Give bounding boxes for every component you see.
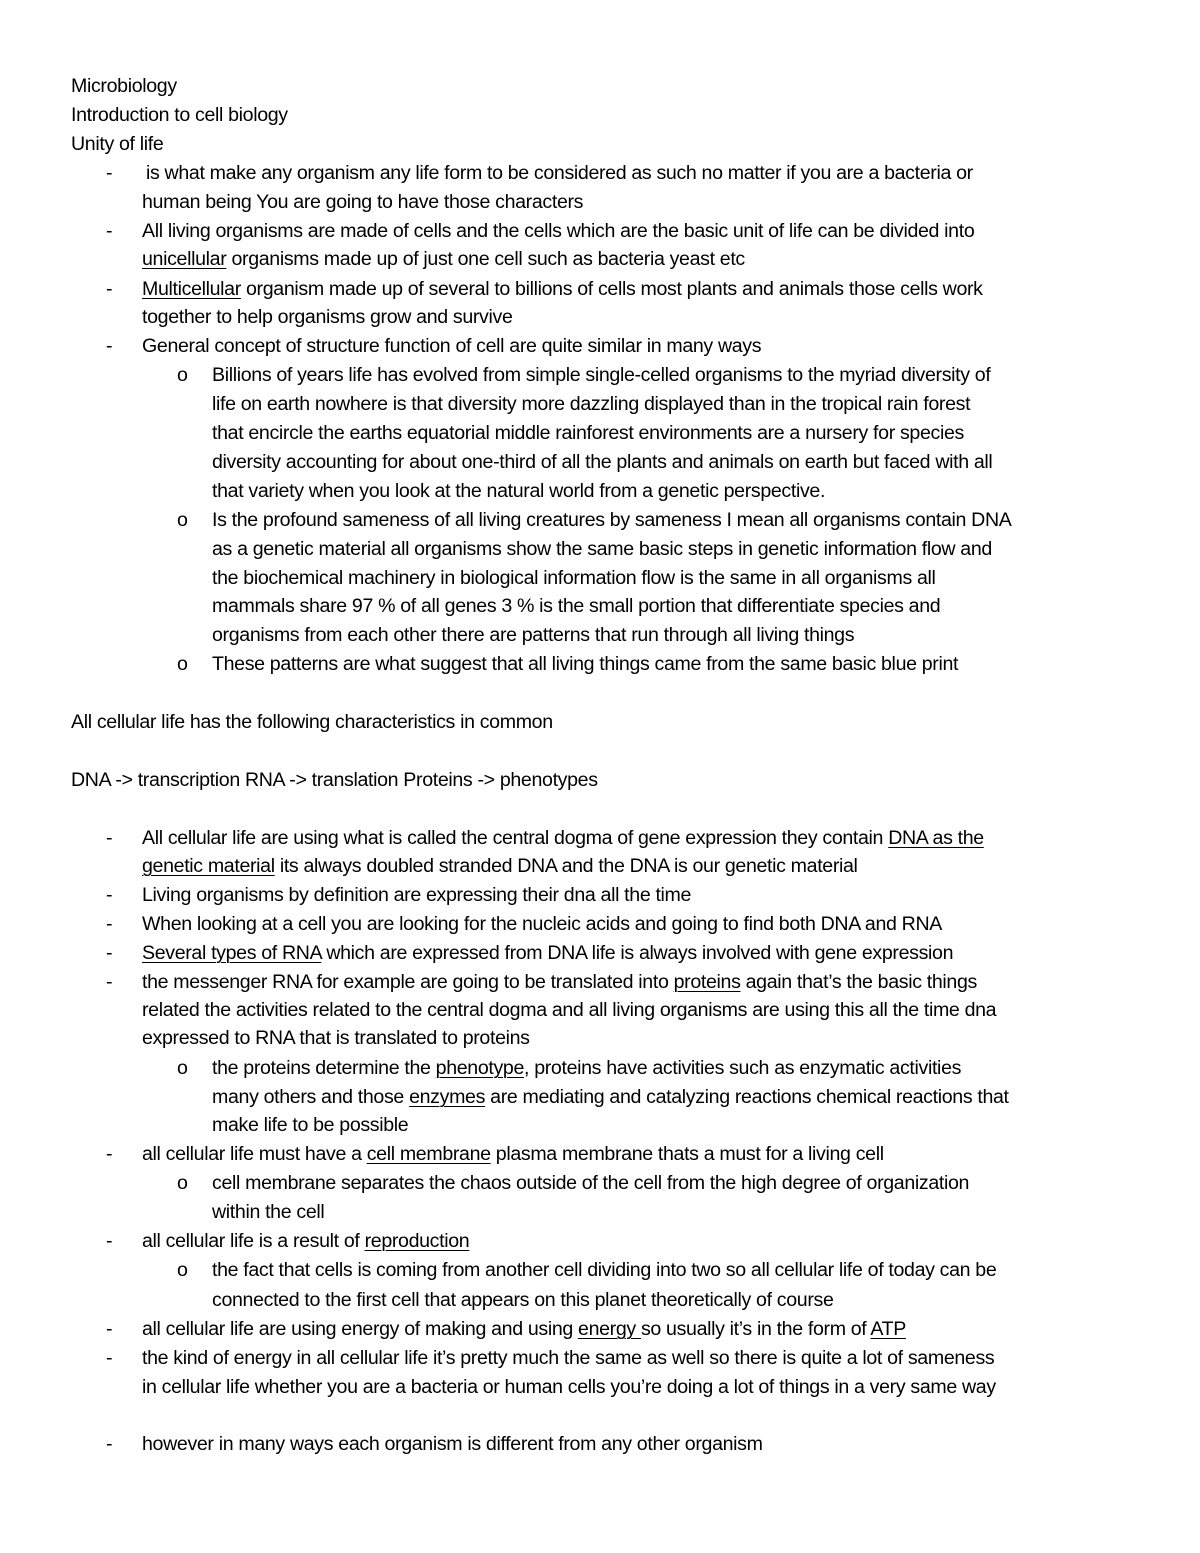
- dash-bullet: -: [106, 1230, 113, 1252]
- dash-bullet: -: [106, 827, 113, 849]
- bullet-text: All living organisms are made of cells and the cells which are the basic unit of life can be divided into: [142, 220, 975, 242]
- sub-bullet-text: the fact that cells is coming from another cell dividing into two so all cellular life of today can be: [212, 1259, 997, 1281]
- dash-bullet: -: [106, 1318, 113, 1340]
- sub-bullet-text: make life to be possible: [212, 1114, 409, 1136]
- underlined-term: Several types of RNA: [142, 942, 322, 964]
- text-run: are mediating and catalyzing reactions chemical reactions that: [485, 1086, 1009, 1108]
- sub-bullet-text: organisms from each other there are patterns that run through all living things: [212, 624, 855, 646]
- bullet-text: expressed to RNA that is translated to proteins: [142, 1027, 530, 1049]
- bullet-text-line: [142, 970, 977, 994]
- sub-bullet-text: that encircle the earths equatorial middle rainforest environments are a nursery for species: [212, 422, 964, 444]
- dash-bullet: -: [106, 971, 113, 993]
- bullet-text: together to help organisms grow and survive: [142, 306, 513, 328]
- sub-bullet-text: Is the profound sameness of all living creatures by sameness I mean all organisms contain DNA: [212, 509, 1012, 531]
- bullet-text-line: [142, 277, 983, 301]
- dash-bullet: -: [106, 913, 113, 935]
- text-run: all cellular life are using energy of making and using: [142, 1318, 579, 1340]
- bullet-text: however in many ways each organism is different from any other organism: [142, 1433, 763, 1455]
- text-run: all cellular life must have a: [142, 1143, 367, 1165]
- sub-bullet-text-line: [212, 1085, 1009, 1109]
- underlined-term: energy: [578, 1318, 641, 1340]
- circle-bullet: o: [177, 364, 188, 386]
- text-run: organisms made up of just one cell such as bacteria yeast etc: [226, 248, 745, 270]
- text-run: the messenger RNA for example are going to be translated into: [142, 971, 674, 993]
- doc-title: Microbiology: [71, 75, 177, 97]
- text-run: which are expressed from DNA life is always involved with gene expression: [321, 942, 954, 964]
- dash-bullet: -: [106, 1433, 113, 1455]
- sub-bullet-text: life on earth nowhere is that diversity more dazzling displayed than in the tropical rain forest: [212, 393, 971, 415]
- circle-bullet: o: [177, 1172, 188, 1194]
- bullet-text-line: [142, 854, 858, 878]
- text-run: so usually it’s in the form of: [640, 1318, 871, 1340]
- dash-bullet: -: [106, 278, 113, 300]
- sub-bullet-text: mammals share 97 % of all genes 3 % is the small portion that differentiate species and: [212, 595, 941, 617]
- sub-bullet-text: the biochemical machinery in biological information flow is the same in all organisms all: [212, 567, 936, 589]
- underlined-term: DNA as the: [888, 827, 984, 849]
- text-run: , proteins have activities such as enzymatic activities: [524, 1057, 962, 1079]
- bullet-text: the kind of energy in all cellular life it’s pretty much the same as well so there is quite a lot of sameness: [142, 1347, 995, 1369]
- bullet-text: human being You are going to have those characters: [142, 191, 584, 213]
- underlined-term: reproduction: [364, 1230, 470, 1252]
- text-run: All cellular life are using what is called the central dogma of gene expression they contain: [142, 827, 889, 849]
- text-run: again that’s the basic things: [740, 971, 977, 993]
- text-run: many others and those: [212, 1086, 410, 1108]
- text-run: the proteins determine the: [212, 1057, 436, 1079]
- bullet-text-line: [142, 826, 984, 850]
- dash-bullet: -: [106, 162, 113, 184]
- underlined-term: cell membrane: [366, 1143, 491, 1165]
- dash-bullet: -: [106, 335, 113, 357]
- bullet-text-line: [142, 247, 745, 271]
- text-run: plasma membrane thats a must for a living cell: [490, 1143, 884, 1165]
- circle-bullet: o: [177, 653, 188, 675]
- section-heading-unity: Unity of life: [71, 133, 164, 155]
- sub-bullet-text: These patterns are what suggest that all living things came from the same basic blue print: [212, 653, 959, 675]
- underlined-term: unicellular: [142, 248, 227, 270]
- underlined-term: proteins: [673, 971, 741, 993]
- sub-bullet-text-line: [212, 1056, 961, 1080]
- sub-bullet-text: Billions of years life has evolved from simple single-celled organisms to the myriad diversity of: [212, 364, 991, 386]
- sub-bullet-text: as a genetic material all organisms show the same basic steps in genetic information flow and: [212, 538, 992, 560]
- text-run: all cellular life is a result of: [142, 1230, 365, 1252]
- bullet-text-line: [142, 941, 953, 965]
- sub-bullet-text: connected to the first cell that appears on this planet theoretically of course: [212, 1289, 834, 1311]
- dash-bullet: -: [106, 220, 113, 242]
- sub-bullet-text: that variety when you look at the natural world from a genetic perspective.: [212, 480, 826, 502]
- text-run: organism made up of several to billions of cells most plants and animals those cells work: [240, 278, 983, 300]
- bullet-text: General concept of structure function of cell are quite similar in many ways: [142, 335, 762, 357]
- bullet-text-line: [142, 1317, 906, 1341]
- underlined-term: phenotype: [435, 1057, 525, 1079]
- characteristics-heading: All cellular life has the following characteristics in common: [71, 711, 553, 733]
- bullet-text: Living organisms by definition are expressing their dna all the time: [142, 884, 692, 906]
- central-dogma-line: DNA -> transcription RNA -> translation Proteins -> phenotypes: [71, 769, 598, 791]
- sub-bullet-text: cell membrane separates the chaos outside of the cell from the high degree of organization: [212, 1172, 970, 1194]
- bullet-text: is what make any organism any life form to be considered as such no matter if you are a bacteria or: [146, 162, 973, 184]
- sub-bullet-text: within the cell: [212, 1201, 325, 1223]
- underlined-term: enzymes: [409, 1086, 486, 1108]
- text-run: its always doubled stranded DNA and the DNA is our genetic material: [274, 855, 858, 877]
- bullet-text-line: [142, 1229, 469, 1253]
- dash-bullet: -: [106, 1347, 113, 1369]
- underlined-term: Multicellular: [142, 278, 241, 300]
- bullet-text-line: [142, 1142, 884, 1166]
- dash-bullet: -: [106, 1143, 113, 1165]
- dash-bullet: -: [106, 884, 113, 906]
- bullet-text: related the activities related to the central dogma and all living organisms are using this all the time dna: [142, 999, 997, 1021]
- dash-bullet: -: [106, 942, 113, 964]
- bullet-text: in cellular life whether you are a bacteria or human cells you’re doing a lot of things in a very same way: [142, 1376, 996, 1398]
- circle-bullet: o: [177, 1057, 188, 1079]
- underlined-term: ATP: [870, 1318, 907, 1340]
- underlined-term: genetic material: [142, 855, 275, 877]
- circle-bullet: o: [177, 509, 188, 531]
- sub-bullet-text: diversity accounting for about one-third of all the plants and animals on earth but faced with all: [212, 451, 993, 473]
- circle-bullet: o: [177, 1259, 188, 1281]
- doc-subtitle: Introduction to cell biology: [71, 104, 288, 126]
- bullet-text: When looking at a cell you are looking for the nucleic acids and going to find both DNA and RNA: [142, 913, 942, 935]
